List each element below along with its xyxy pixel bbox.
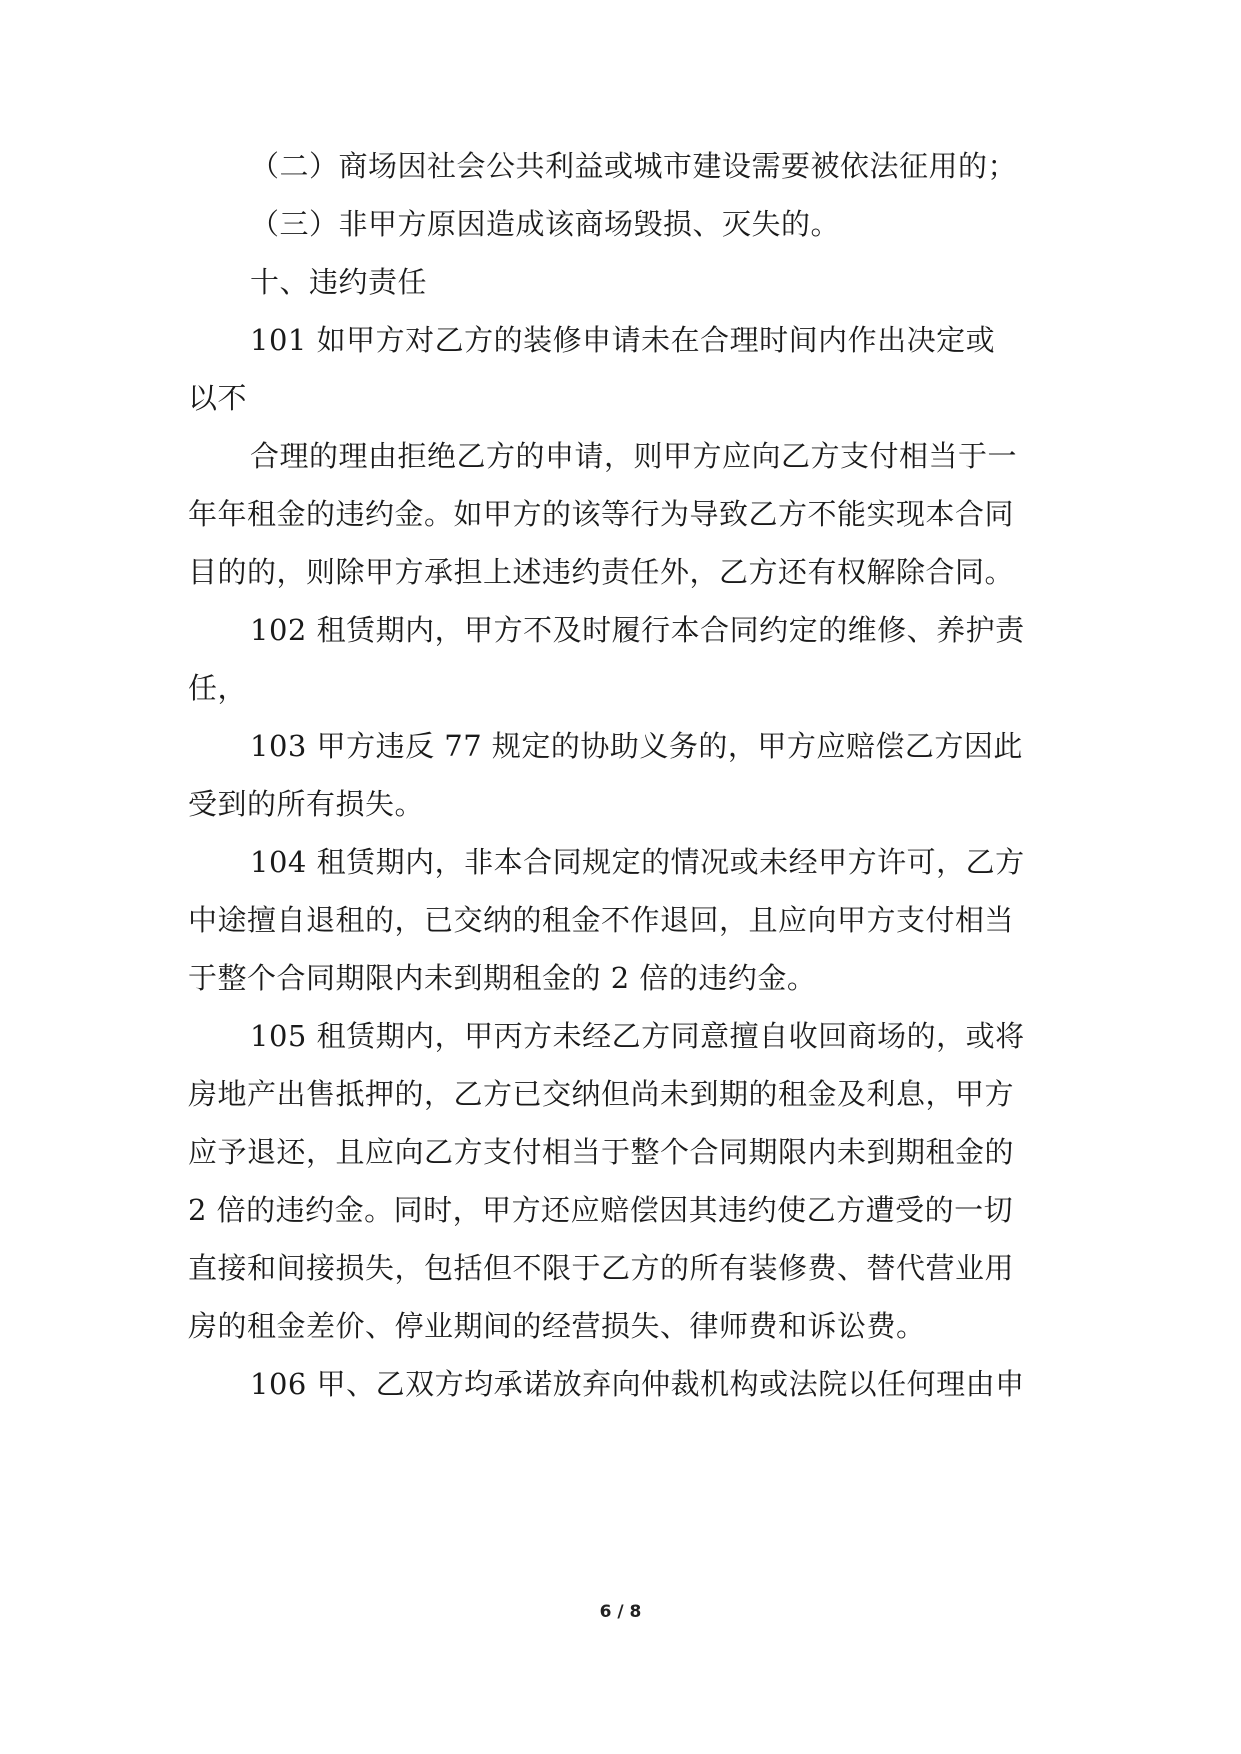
text-line: （三）非甲方原因造成该商场毁损、灭失的。: [250, 207, 841, 241]
text-line: 中途擅自退租的，已交纳的租金不作退回，且应向甲方支付相当: [188, 903, 1015, 937]
text-line: 目的的，则除甲方承担上述违约责任外，乙方还有权解除合同。: [188, 555, 1015, 589]
text-line: 105 租赁期内，甲丙方未经乙方同意擅自收回商场的，或将: [250, 1019, 1025, 1053]
text-line: 106 甲、乙双方均承诺放弃向仲裁机构或法院以任何理由申: [250, 1367, 1025, 1401]
text-line: （二）商场因社会公共利益或城市建设需要被依法征用的；: [250, 149, 1018, 183]
text-line: 房地产出售抵押的，乙方已交纳但尚未到期的租金及利息，甲方: [188, 1077, 1015, 1111]
text-line: 以不: [188, 381, 248, 415]
text-line: 年年租金的违约金。如甲方的该等行为导致乙方不能实现本合同: [188, 497, 1015, 531]
text-line: 102 租赁期内，甲方不及时履行本合同约定的维修、养护责: [250, 613, 1025, 647]
text-line: 受到的所有损失。: [188, 787, 425, 821]
text-line: 合理的理由拒绝乙方的申请，则甲方应向乙方支付相当于一: [250, 439, 1018, 473]
text-line: 任，: [188, 671, 248, 705]
page-number: 6 / 8: [599, 1602, 642, 1622]
section-heading: 十、违约责任: [250, 265, 428, 299]
text-line: 2 倍的违约金。同时，甲方还应赔偿因其违约使乙方遭受的一切: [188, 1193, 1014, 1227]
text-line: 直接和间接损失，包括但不限于乙方的所有装修费、替代营业用: [188, 1251, 1015, 1285]
text-line: 104 租赁期内，非本合同规定的情况或未经甲方许可，乙方: [250, 845, 1025, 879]
text-line: 应予退还，且应向乙方支付相当于整个合同期限内未到期租金的: [188, 1135, 1015, 1169]
text-line: 于整个合同期限内未到期租金的 2 倍的违约金。: [188, 961, 817, 995]
text-line: 房的租金差价、停业期间的经营损失、律师费和诉讼费。: [188, 1309, 926, 1343]
text-line: 103 甲方违反 77 规定的协助义务的，甲方应赔偿乙方因此: [250, 729, 1023, 763]
text-line: 101 如甲方对乙方的装修申请未在合理时间内作出决定或: [250, 323, 996, 357]
